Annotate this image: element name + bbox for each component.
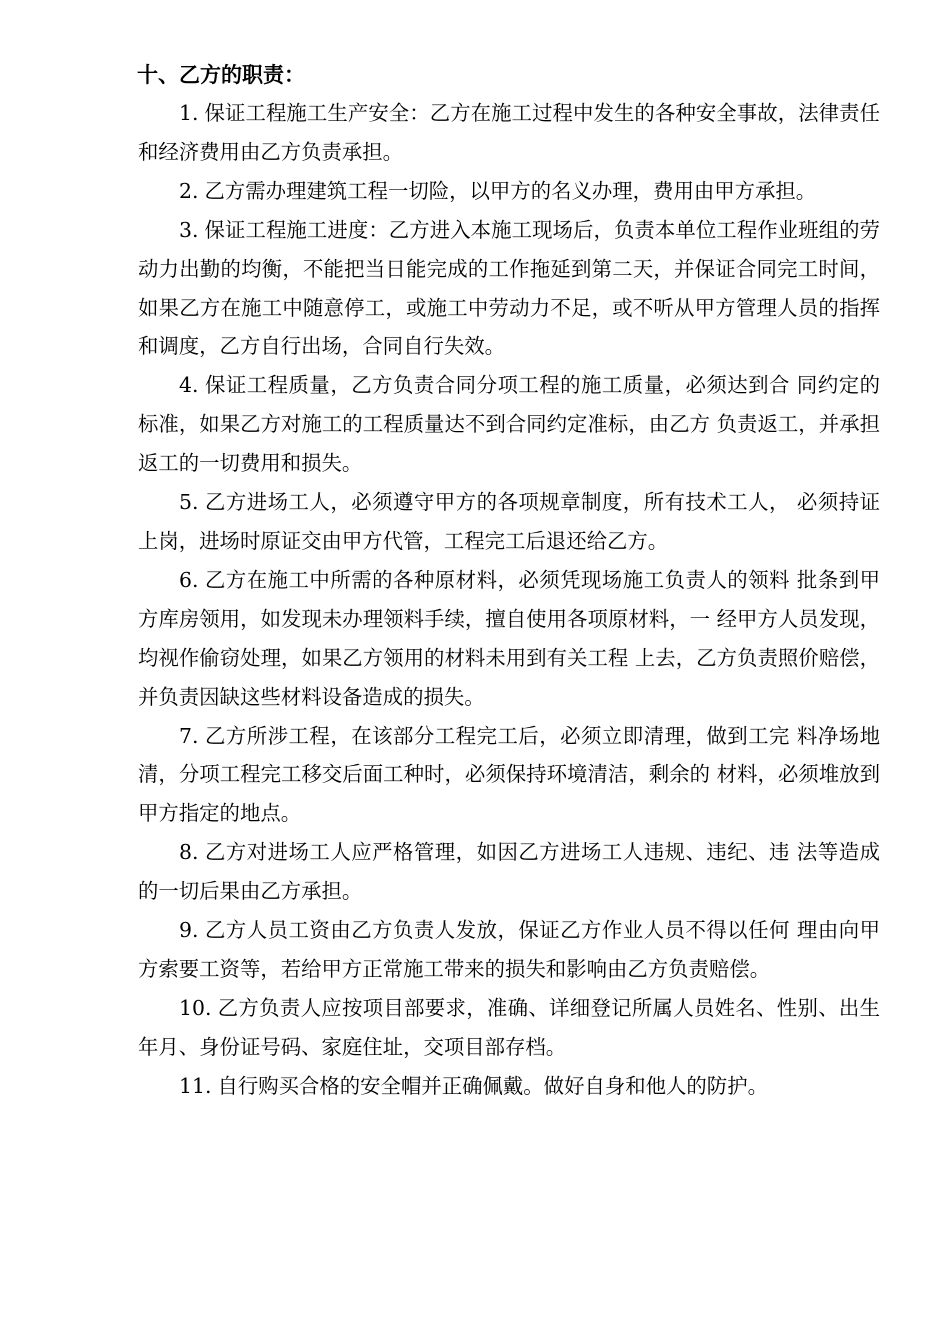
clause-text: 乙方人员工资由乙方负责人发放，保证乙方作业人员不得以任何 理由向甲方索要工资等，若给甲方正常施工带来的损失和影响由乙方负责赔偿。: [138, 918, 880, 981]
clause-4: [138, 366, 880, 483]
clause-text: 保证工程施工进度：乙方进入本施工现场后，负责本单位工程作业班组的劳动力出勤的均衡，不能把当日能完成的工作拖延到第二天，并保证合同完工时间，如果乙方在施工中随意停工，或施工中劳动力不足，或不听从甲方管理人员的指挥和调度，乙方自行出场，合同自行失效。: [138, 217, 880, 359]
clause-number: 6.: [179, 567, 199, 592]
clause-6: [138, 561, 880, 717]
clause-text: 乙方所涉工程，在该部分工程完工后，必须立即清理，做到工完 料净场地清，分项工程完工移交后面工种时，必须保持环境清洁，剩余的 材料，必须堆放到甲方指定的地点。: [138, 723, 880, 826]
clause-number: 9.: [179, 918, 199, 943]
clause-number: 8.: [179, 840, 199, 865]
clause-text: 乙方对进场工人应严格管理，如因乙方进场工人违规、违纪、违 法等造成的一切后果由乙方承担。: [138, 840, 880, 904]
clause-7: [138, 717, 880, 834]
clause-text: 保证工程质量，乙方负责合同分项工程的施工质量，必须达到合 同约定的标准，如果乙方对施工的工程质量达不到合同约定准标，由乙方 负责返工，并承担返工的一切费用和损失。: [138, 373, 880, 476]
clause-number: 10.: [179, 995, 212, 1020]
clause-text: 保证工程施工生产安全：乙方在施工过程中发生的各种安全事故，法律责任和经济费用由乙方负责承担。: [138, 101, 880, 164]
clause-number: 5.: [179, 490, 199, 515]
clause-11: [138, 1067, 880, 1106]
clause-number: 2.: [179, 178, 199, 203]
clause-number: 3.: [179, 217, 199, 242]
clause-text: 乙方需办理建筑工程一切险，以甲方的名义办理，费用由甲方承担。: [204, 178, 817, 203]
clause-text: 乙方负责人应按项目部要求，准确、详细登记所属人员姓名、性别、出生年月、身份证号码、家庭住址，交项目部存档。: [138, 995, 880, 1059]
clause-text: 自行购买合格的安全帽并正确佩戴。做好自身和他人的防护。: [217, 1073, 768, 1098]
clause-number: 11.: [179, 1073, 212, 1098]
clause-5: [138, 483, 880, 561]
clause-2: [138, 172, 880, 211]
clause-9: [138, 911, 880, 989]
clause-10: [138, 989, 880, 1067]
clause-number: 1.: [179, 101, 199, 125]
clause-8: [138, 833, 880, 911]
section-heading: 十、乙方的职责：: [137, 63, 305, 87]
clause-number: 7.: [179, 723, 199, 748]
clause-text: 乙方在施工中所需的各种原材料，必须凭现场施工负责人的领料 批条到甲方库房领用，如发现未办理领料手续，擅自使用各项原材料，一 经甲方人员发现，均视作偷窃处理，如果乙方领用的材料未用到有关工程 上去，乙方负责照价赔偿，并负责因缺这些材料设备造成的损失。: [138, 567, 880, 709]
clause-number: 4.: [179, 373, 199, 398]
document-page: [138, 56, 880, 1106]
clause-3: [138, 211, 880, 367]
clause-text: 乙方进场工人，必须遵守甲方的各项规章制度，所有技术工人， 必须持证上岗，进场时原证交由甲方代管，工程完工后退还给乙方。: [138, 490, 880, 553]
clause-1: [138, 94, 880, 172]
